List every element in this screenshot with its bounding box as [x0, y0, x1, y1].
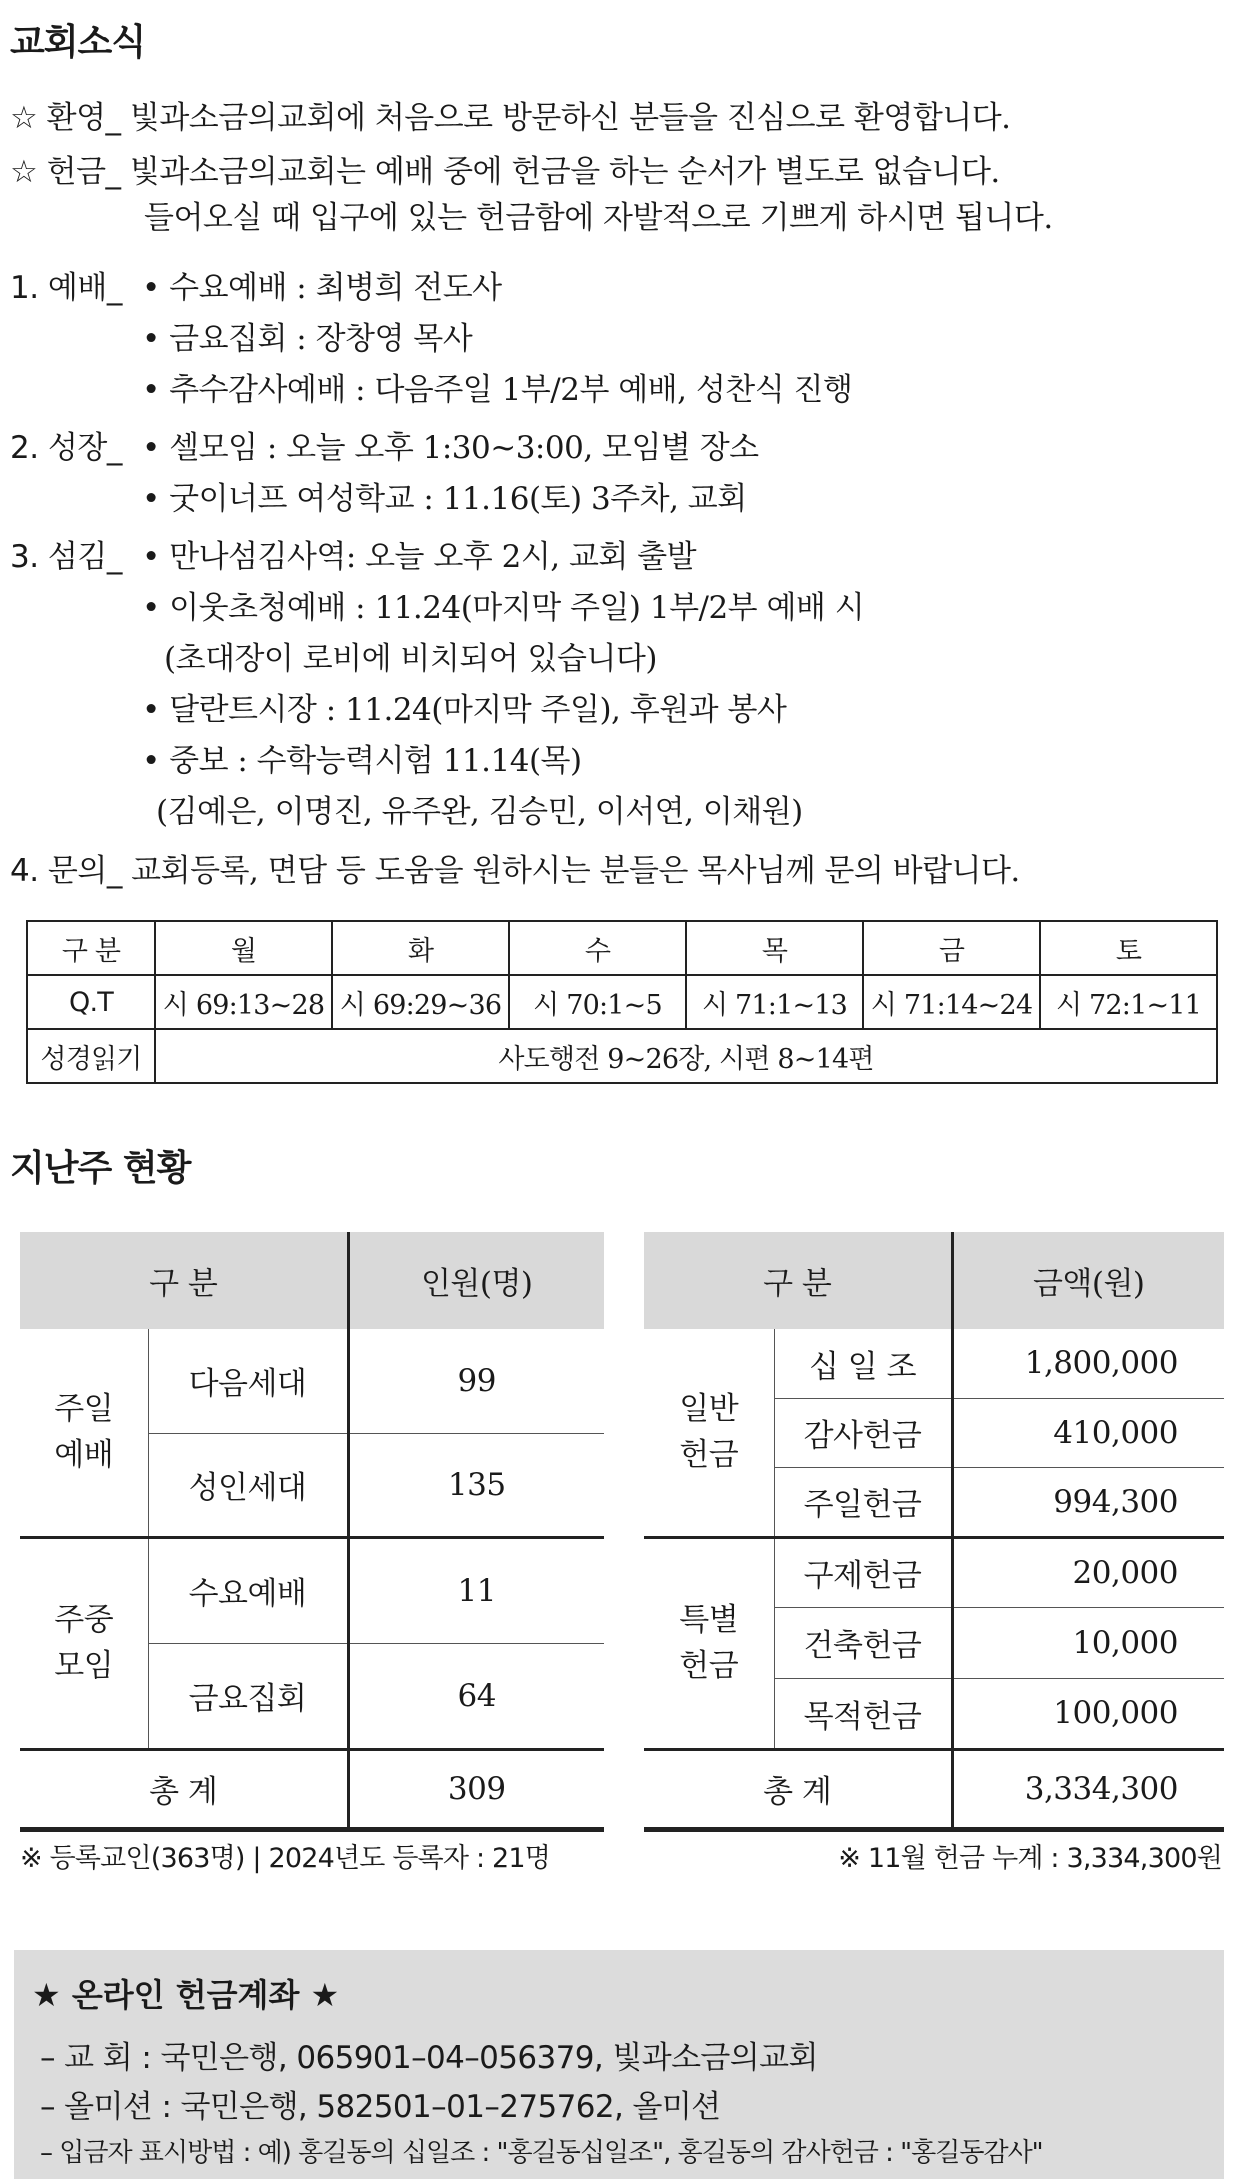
reading-row: [27, 1029, 1217, 1083]
attendance-total-value: 309: [348, 1749, 604, 1829]
account-row: – 교 회 : 국민은행, 065901–04–056379, 빛과소금의교회: [40, 2040, 818, 2076]
offering-text: 빛과소금의교회는 예배 중에 헌금을 하는 순서가 별도로 없습니다.: [120, 154, 1000, 190]
qt-row: [27, 975, 1217, 1029]
offering-row-value: 10,000: [952, 1607, 1224, 1678]
attendance-group-name: 모임: [54, 1648, 114, 1684]
offering-group-name: 헌금: [679, 1437, 739, 1474]
attendance-group-name: 주일: [54, 1391, 114, 1428]
offering-row-label: 구제헌금: [774, 1537, 952, 1607]
offering-header-cell: 구 분: [644, 1232, 952, 1329]
offering-row-value: 20,000: [952, 1537, 1224, 1607]
qt-header-cell: 수: [509, 921, 686, 975]
qt-cell: 시 71:14~24: [863, 975, 1040, 1029]
service-item: • 중보 : 수학능력시험 11.14(목): [142, 743, 582, 779]
worship-item: • 수요예배 : 최병희 전도사: [142, 270, 502, 306]
attendance-row-label: 금요집회: [148, 1643, 348, 1749]
service-item: (김예은, 이명진, 유주완, 김승민, 이서연, 이채원): [156, 794, 803, 830]
offering-total-label: 총 계: [644, 1749, 952, 1829]
qt-header-cell: 화: [332, 921, 509, 975]
attendance-row-value: 11: [348, 1537, 604, 1643]
service-item: (초대장이 로비에 비치되어 있습니다): [164, 641, 657, 677]
service-item: • 이웃초청예배 : 11.24(마지막 주일) 1부/2부 예배 시: [142, 590, 865, 626]
growth-item: • 굿이너프 여성학교 : 11.16(토) 3주차, 교회: [142, 481, 747, 517]
table-row: [20, 1329, 604, 1433]
section-title-news: 교회소식: [10, 22, 146, 63]
table-row: [20, 1537, 604, 1643]
offering-text-2: 들어오실 때 입구에 있는 헌금함에 자발적으로 기쁘게 하시면 됩니다.: [144, 200, 1053, 236]
registration-note: ※ 등록교인(363명) | 2024년도 등록자 : 21명: [20, 1843, 551, 1874]
service-item: • 달란트시장 : 11.24(마지막 주일), 후원과 봉사: [142, 692, 787, 728]
service-lead: 3. 섬김_: [10, 539, 122, 575]
attendance-group-name: 주중: [54, 1602, 114, 1638]
attendance-header-cell: 인원(명): [348, 1232, 604, 1329]
qt-header-cell: 월: [155, 921, 332, 975]
qt-cell: 시 70:1~5: [509, 975, 686, 1029]
qt-header-row: [27, 921, 1217, 975]
offering-row-value: 100,000: [952, 1678, 1224, 1749]
offering-row-label: 십 일 조: [774, 1329, 952, 1398]
qt-header-cell: 구 분: [27, 921, 155, 975]
welcome-lead: ☆ 환영_: [10, 100, 121, 136]
offering-row-value: 994,300: [952, 1467, 1224, 1537]
inquiry-lead: 4. 문의_: [10, 853, 122, 889]
section-title-last-week: 지난주 현황: [10, 1148, 191, 1189]
attendance-header-cell: 구 분: [20, 1232, 348, 1329]
qt-cell: 시 72:1~11: [1040, 975, 1217, 1029]
offering-group-name: 특별: [679, 1602, 739, 1638]
qt-label: Q.T: [27, 975, 155, 1029]
online-offering-title: ★ 온라인 헌금계좌 ★: [32, 1976, 340, 2014]
offering-group-name: 일반: [679, 1391, 739, 1428]
welcome-line: [10, 92, 1011, 137]
offering-group: [644, 1329, 774, 1537]
offering-group-name: 헌금: [679, 1648, 739, 1684]
qt-header-cell: 토: [1040, 921, 1217, 975]
reading-cell: 사도행전 9~26장, 시편 8~14편: [155, 1029, 1217, 1083]
worship-item: • 추수감사예배 : 다음주일 1부/2부 예배, 성찬식 진행: [142, 372, 853, 408]
worship-lead: 1. 예배_: [10, 270, 122, 306]
attendance-row-label: 다음세대: [148, 1329, 348, 1433]
reading-label: 성경읽기: [27, 1029, 155, 1083]
attendance-total-label: 총 계: [20, 1749, 348, 1829]
attendance-group-name: 예배: [54, 1437, 114, 1474]
attendance-row-value: 99: [348, 1329, 604, 1433]
growth-item: • 셀모임 : 오늘 오후 1:30~3:00, 모임별 장소: [142, 430, 759, 466]
offering-table: [644, 1232, 1224, 1832]
attendance-table: [20, 1232, 604, 1832]
table-row: [644, 1329, 1224, 1398]
attendance-total-row: [20, 1749, 604, 1829]
welcome-text: 빛과소금의교회에 처음으로 방문하신 분들을 진심으로 환영합니다.: [120, 100, 1011, 136]
attendance-group: [20, 1329, 148, 1537]
qt-header-cell: 금: [863, 921, 1040, 975]
account-row: – 올미션 : 국민은행, 582501–01–275762, 올미션: [40, 2089, 721, 2125]
offering-total-row: [644, 1749, 1224, 1829]
worship-item: • 금요집회 : 장창영 목사: [142, 321, 473, 357]
qt-cell: 시 69:29~36: [332, 975, 509, 1029]
offering-row-value: 1,800,000: [952, 1329, 1224, 1398]
offering-row-label: 목적헌금: [774, 1678, 952, 1749]
offering-header-row: [644, 1232, 1224, 1329]
online-offering-box: [14, 1950, 1224, 2179]
table-row: [644, 1537, 1224, 1607]
offering-row-label: 주일헌금: [774, 1467, 952, 1537]
offering-row-label: 건축헌금: [774, 1607, 952, 1678]
qt-cell: 시 69:13~28: [155, 975, 332, 1029]
offering-group: [644, 1537, 774, 1749]
inquiry-text: 교회등록, 면담 등 도움을 원하시는 분들은 목사님께 문의 바랍니다.: [121, 853, 1020, 889]
attendance-header-row: [20, 1232, 604, 1329]
offering-row-label: 감사헌금: [774, 1398, 952, 1467]
offering-total-value: 3,334,300: [952, 1749, 1224, 1829]
attendance-row-label: 성인세대: [148, 1433, 348, 1537]
offering-line: [10, 146, 1000, 191]
inquiry-line: [10, 845, 1020, 890]
attendance-group: [20, 1537, 148, 1749]
attendance-row-value: 135: [348, 1433, 604, 1537]
deposit-guide-row: – 입금자 표시방법 : 예) 홍길동의 십일조 : "홍길동십일조", 홍길동의 감사헌금 : "홍길동감사": [40, 2138, 1043, 2168]
qt-cell: 시 71:1~13: [686, 975, 863, 1029]
service-item: • 만나섬김사역: 오늘 오후 2시, 교회 출발: [142, 539, 697, 575]
attendance-row-value: 64: [348, 1643, 604, 1749]
offering-lead: ☆ 헌금_: [10, 154, 121, 190]
qt-table: [26, 920, 1218, 1084]
offering-cumulative-note: ※ 11월 헌금 누계 : 3,334,300원: [838, 1843, 1222, 1874]
offering-header-cell: 금액(원): [952, 1232, 1224, 1329]
offering-row-value: 410,000: [952, 1398, 1224, 1467]
qt-header-cell: 목: [686, 921, 863, 975]
growth-lead: 2. 성장_: [10, 430, 122, 466]
attendance-row-label: 수요예배: [148, 1537, 348, 1643]
